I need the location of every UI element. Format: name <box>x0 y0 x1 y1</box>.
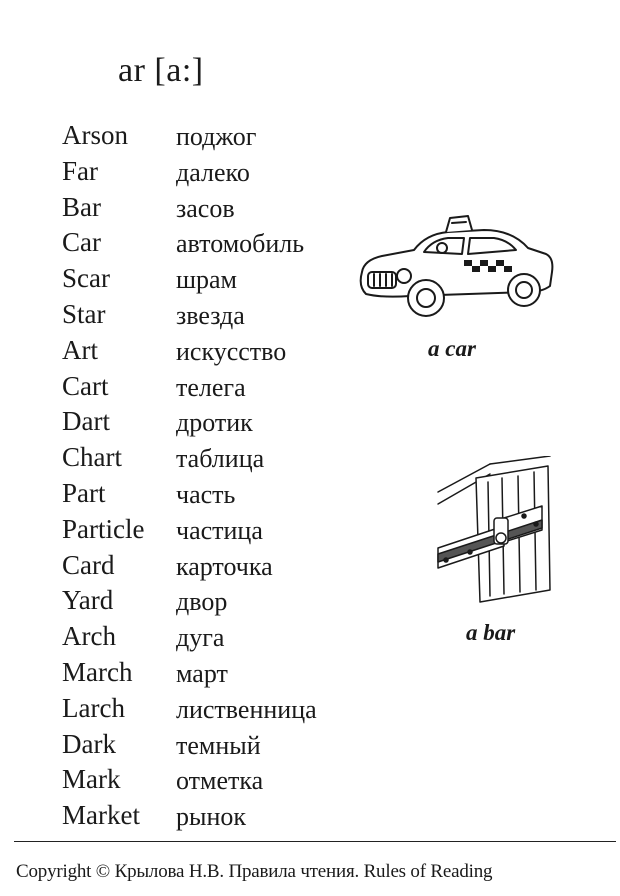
list-item <box>62 404 362 440</box>
english-word: Particle <box>62 513 145 544</box>
list-item <box>62 440 362 476</box>
russian-translation: март <box>176 658 228 688</box>
english-word: Market <box>62 800 140 831</box>
list-item <box>62 261 362 297</box>
russian-translation: засов <box>176 193 235 223</box>
english-word: Part <box>62 477 106 508</box>
english-word: Arson <box>62 120 128 150</box>
russian-translation: искусство <box>176 336 287 366</box>
list-item <box>62 691 362 727</box>
english-word: Cart <box>62 370 109 401</box>
russian-translation: лиственница <box>176 694 317 724</box>
russian-translation: звезда <box>176 300 245 330</box>
english-word: Scar <box>62 263 110 294</box>
english-word: Star <box>62 298 106 329</box>
list-item <box>62 190 362 226</box>
english-word: Chart <box>62 442 122 473</box>
list-item <box>62 583 362 619</box>
page-title: ar [a:] <box>118 52 204 89</box>
english-word: Yard <box>62 585 114 616</box>
list-item <box>62 727 362 763</box>
russian-translation: карточка <box>176 551 273 581</box>
english-word: Mark <box>62 764 121 795</box>
english-word: Far <box>62 155 98 186</box>
english-word: Larch <box>62 692 125 723</box>
english-word: Dart <box>62 406 110 437</box>
taxi-car-icon <box>352 210 558 330</box>
list-item <box>62 619 362 655</box>
russian-translation: шрам <box>176 265 238 295</box>
list-item <box>62 476 362 512</box>
list-item <box>62 512 362 548</box>
english-word: Art <box>62 334 98 365</box>
english-word: Arch <box>62 621 116 652</box>
english-word: Card <box>62 549 115 580</box>
footer-divider <box>14 841 616 842</box>
russian-translation: двор <box>176 587 228 617</box>
russian-translation: поджог <box>176 122 257 151</box>
list-item <box>62 762 362 798</box>
english-word: Dark <box>62 728 116 759</box>
list-item <box>62 655 362 691</box>
russian-translation: частица <box>176 515 263 545</box>
list-item <box>62 798 362 834</box>
list-item <box>62 297 362 333</box>
door-bolt-icon <box>430 456 562 606</box>
russian-translation: далеко <box>176 157 250 187</box>
russian-translation: таблица <box>176 444 265 474</box>
russian-translation: дротик <box>176 408 253 438</box>
copyright-text: Copyright © Крылова Н.В. Правила чтения. Rules of Reading <box>16 861 493 882</box>
russian-translation: отметка <box>176 766 264 796</box>
russian-translation: телега <box>176 372 246 402</box>
english-word: Car <box>62 227 101 258</box>
russian-translation: автомобиль <box>176 229 305 259</box>
list-item <box>62 333 362 369</box>
bar-caption: a bar <box>466 620 516 645</box>
list-item <box>62 548 362 584</box>
car-caption: a car <box>428 336 476 361</box>
english-word: March <box>62 656 133 687</box>
russian-translation: рынок <box>176 802 247 832</box>
word-list <box>62 118 362 834</box>
list-item <box>62 225 362 261</box>
russian-translation: дуга <box>176 623 225 653</box>
list-item <box>62 118 362 154</box>
list-item <box>62 369 362 405</box>
russian-translation: часть <box>176 479 236 509</box>
russian-translation: темный <box>176 730 261 760</box>
english-word: Bar <box>62 191 101 222</box>
list-item <box>62 154 362 190</box>
